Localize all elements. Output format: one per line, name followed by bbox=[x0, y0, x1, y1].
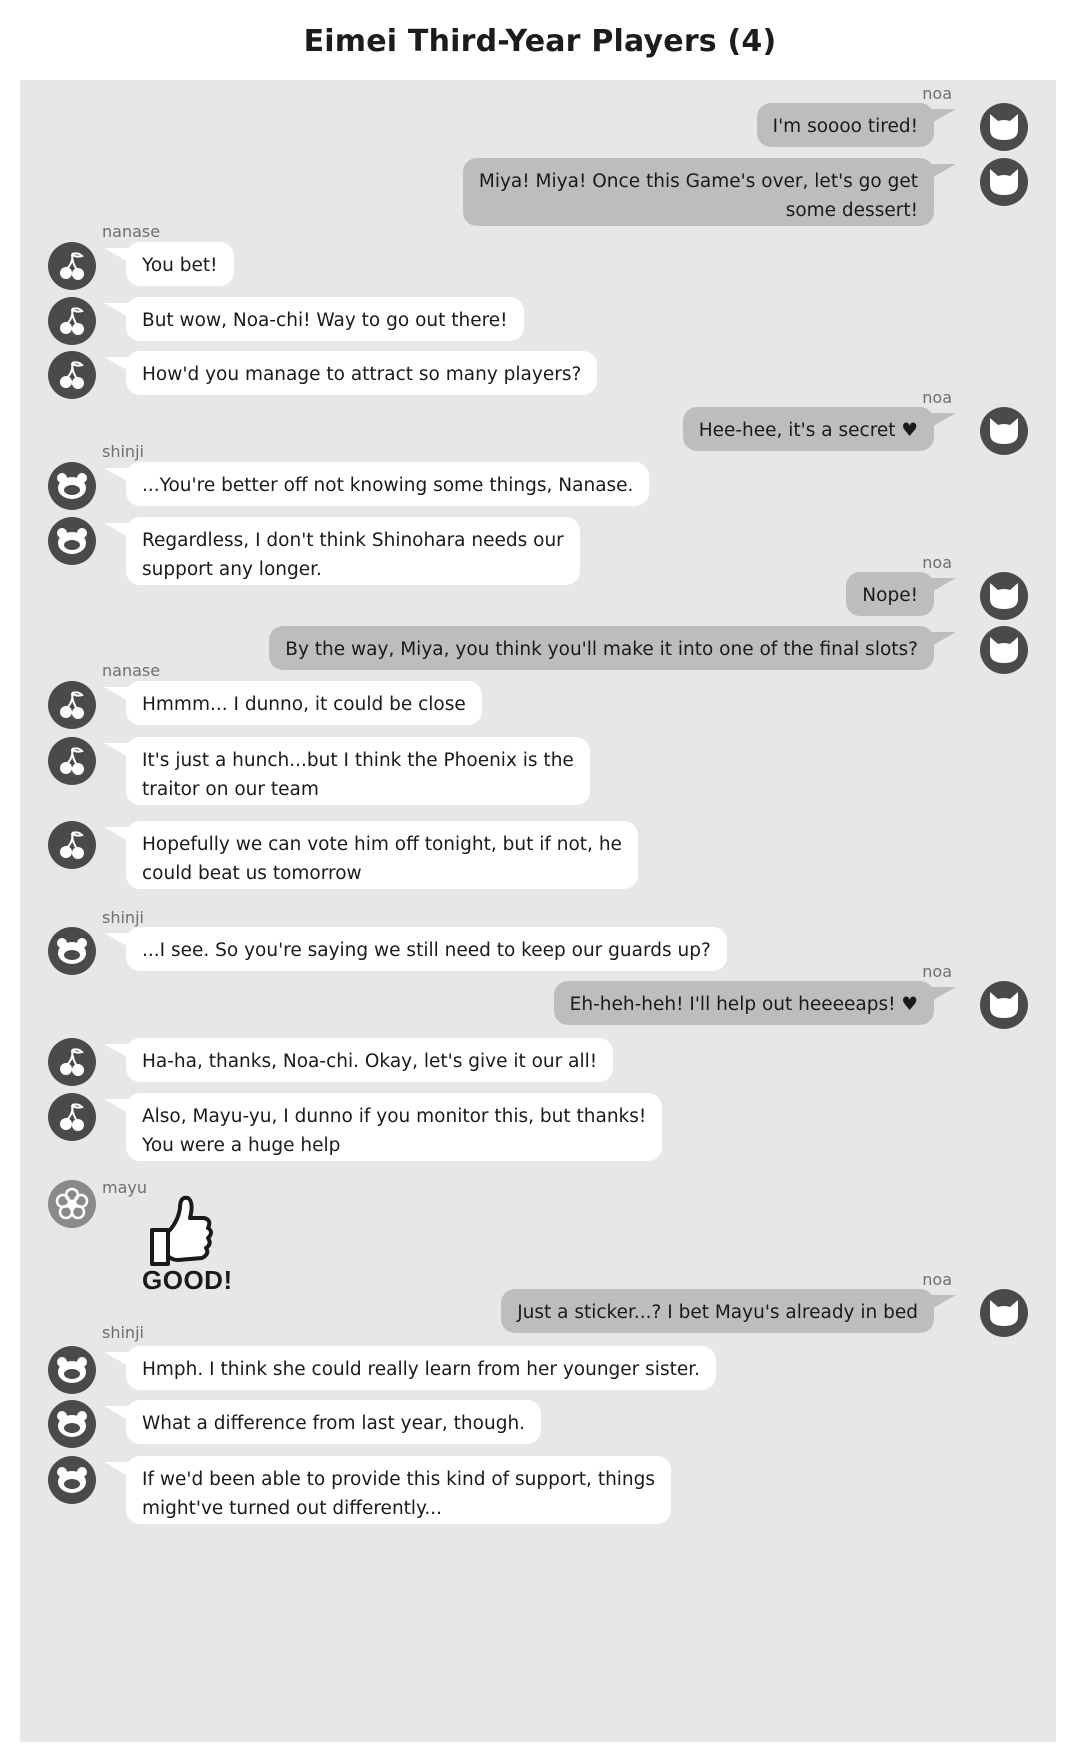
message-bubble bbox=[126, 462, 649, 506]
username-noa: noa bbox=[922, 962, 952, 981]
username-nanase: nanase bbox=[102, 661, 161, 680]
message-bubble bbox=[269, 626, 934, 670]
message-bubble bbox=[126, 517, 580, 585]
message-bubble bbox=[126, 1346, 716, 1390]
bear-icon[interactable] bbox=[48, 1456, 96, 1504]
username-shinji: shinji bbox=[102, 442, 144, 461]
message-text: support any longer. bbox=[142, 559, 322, 580]
message-text: ...I see. So you're saying we still need to keep our guards up? bbox=[142, 940, 711, 961]
bear-icon[interactable] bbox=[48, 1400, 96, 1448]
message-text: could beat us tomorrow bbox=[142, 863, 362, 884]
cat-icon[interactable] bbox=[980, 103, 1028, 151]
cat-icon[interactable] bbox=[980, 1289, 1028, 1337]
message-bubble bbox=[126, 681, 482, 725]
message-text: What a difference from last year, though. bbox=[142, 1413, 526, 1434]
username-shinji: shinji bbox=[102, 1323, 144, 1342]
message-bubble bbox=[126, 297, 524, 341]
message-bubble bbox=[683, 407, 934, 451]
message-text: You were a huge help bbox=[142, 1135, 341, 1156]
bear-icon[interactable] bbox=[48, 517, 96, 565]
cherry-icon[interactable] bbox=[48, 681, 96, 729]
message-bubble bbox=[126, 1400, 541, 1444]
cherry-icon[interactable] bbox=[48, 351, 96, 399]
message-bubble bbox=[126, 351, 597, 395]
cherry-icon[interactable] bbox=[48, 297, 96, 345]
message-text: ...You're better off not knowing some things, Nanase. bbox=[142, 475, 634, 496]
cherry-icon[interactable] bbox=[48, 1093, 96, 1141]
username-noa: noa bbox=[922, 388, 952, 407]
message-text: Just a sticker...? I bet Mayu's already in bed bbox=[517, 1302, 918, 1323]
message-text: But wow, Noa-chi! Way to go out there! bbox=[142, 310, 508, 331]
message-text: Hmph. I think she could really learn from her younger sister. bbox=[142, 1359, 701, 1380]
message-text: How'd you manage to attract so many players? bbox=[142, 364, 582, 385]
message-text: Also, Mayu-yu, I dunno if you monitor this, but thanks! bbox=[142, 1106, 647, 1127]
flower-icon[interactable] bbox=[48, 1180, 96, 1228]
cherry-icon[interactable] bbox=[48, 242, 96, 290]
cherry-icon[interactable] bbox=[48, 1038, 96, 1086]
message-bubble bbox=[846, 572, 934, 616]
message-text: By the way, Miya, you think you'll make it into one of the final slots? bbox=[285, 639, 918, 660]
username-noa: noa bbox=[922, 84, 952, 103]
cat-icon[interactable] bbox=[980, 626, 1028, 674]
message-text: Hee-hee, it's a secret ♥ bbox=[698, 420, 918, 441]
chat-panel[interactable] bbox=[20, 80, 1056, 1742]
chat-title: Eimei Third-Year Players (4) bbox=[303, 24, 777, 59]
message-text: Regardless, I don't think Shinohara needs our bbox=[142, 530, 564, 551]
message-bubble bbox=[554, 981, 934, 1025]
message-text: Ha-ha, thanks, Noa-chi. Okay, let's give it our all! bbox=[142, 1051, 598, 1072]
message-text: It's just a hunch...but I think the Phoenix is the bbox=[142, 750, 574, 771]
bear-icon[interactable] bbox=[48, 1346, 96, 1394]
cat-icon[interactable] bbox=[980, 158, 1028, 206]
message-text: Hmmm... I dunno, it could be close bbox=[142, 694, 466, 715]
message-text: traitor on our team bbox=[142, 779, 319, 800]
message-bubble bbox=[126, 737, 590, 805]
username-noa: noa bbox=[922, 1270, 952, 1289]
bear-icon[interactable] bbox=[48, 927, 96, 975]
message-text: Eh-heh-heh! I'll help out heeeeaps! ♥ bbox=[569, 994, 918, 1015]
message-bubble bbox=[126, 1456, 671, 1524]
username-nanase: nanase bbox=[102, 222, 161, 241]
username-noa: noa bbox=[922, 553, 952, 572]
cherry-icon[interactable] bbox=[48, 821, 96, 869]
cherry-icon[interactable] bbox=[48, 737, 96, 785]
message-bubble bbox=[463, 158, 934, 226]
message-text: If we'd been able to provide this kind of support, things bbox=[142, 1469, 656, 1490]
message-bubble bbox=[501, 1289, 934, 1333]
message-bubble bbox=[126, 1093, 662, 1161]
message-bubble bbox=[126, 821, 638, 889]
message-text: some dessert! bbox=[785, 200, 918, 221]
cat-icon[interactable] bbox=[980, 407, 1028, 455]
message-text: Miya! Miya! Once this Game's over, let's go get bbox=[478, 171, 918, 192]
message-bubble bbox=[126, 1038, 613, 1082]
username-shinji: shinji bbox=[102, 908, 144, 927]
message-bubble bbox=[126, 927, 727, 971]
message-text: Hopefully we can vote him off tonight, but if not, he bbox=[142, 834, 622, 855]
sticker-caption: GOOD! bbox=[142, 1265, 233, 1295]
message-text: might've turned out differently... bbox=[142, 1498, 443, 1519]
message-text: You bet! bbox=[142, 255, 218, 276]
message-text: I'm soooo tired! bbox=[772, 116, 918, 137]
message-bubble bbox=[757, 103, 934, 147]
cat-icon[interactable] bbox=[980, 572, 1028, 620]
username-mayu: mayu bbox=[102, 1178, 147, 1197]
thumbs-up-icon[interactable] bbox=[144, 1192, 214, 1272]
message-text: Nope! bbox=[862, 585, 918, 606]
bear-icon[interactable] bbox=[48, 462, 96, 510]
cat-icon[interactable] bbox=[980, 981, 1028, 1029]
message-bubble bbox=[126, 242, 234, 286]
